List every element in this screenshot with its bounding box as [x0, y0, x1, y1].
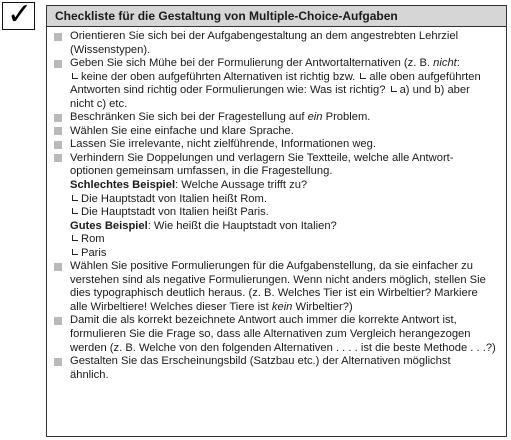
bullet-square-icon: [54, 358, 62, 366]
item-text: Gestalten Sie das Erscheinungsbild (Satzbau etc.) der Alternativen möglichst: [70, 355, 451, 368]
checkbox-icon: [72, 235, 78, 241]
bullet-square-icon: [54, 127, 62, 135]
example-option: Paris: [70, 247, 500, 261]
checkbox-icon: [72, 195, 78, 201]
item-text: Verhindern Sie Doppelungen und verlagern Sie Textteile, welche alle Antwort-: [70, 151, 454, 164]
item-text: Antworten sind richtig oder Formulierungen wie: Was ist richtig? a) und b) aber: [70, 84, 470, 97]
list-item: [53, 355, 500, 382]
item-text: formulieren Sie die Frage so, dass alle Alternativen zum Vergleich herangezogen: [70, 328, 471, 341]
item-text: Damit die als korrekt bezeichnete Antwort auch immer die korrekte Antwort ist,: [70, 314, 457, 327]
list-item: [53, 57, 500, 111]
checkbox-icon: [72, 208, 78, 214]
item-text: keine der oben aufgeführten Alternativen ist richtig bzw. alle oben aufgeführten: [70, 71, 500, 85]
item-text: optionen gemeinsam umfassen, in die Fragestellung.: [70, 165, 333, 178]
item-text: werden (z. B. Welche von den folgenden Alternativen . . . . ist die beste Methode . . .?): [70, 341, 496, 354]
item-text: (Wissenstypen).: [70, 43, 151, 56]
item-text: Lassen Sie irrelevante, nicht zielführende, Informationen weg.: [70, 138, 376, 151]
checkbox-icon: [72, 73, 78, 79]
list-item: [53, 138, 500, 152]
list-item: [53, 152, 500, 260]
item-text: Geben Sie sich Mühe bei der Formulierung der Antwortalternativen (z. B. nicht:: [70, 57, 460, 70]
checkmark-icon: ✓: [7, 0, 33, 32]
item-text: alle Wirbeltiere! Welches dieser Tiere ist kein Wirbeltier?): [70, 300, 353, 313]
example-option: Die Hauptstadt von Italien heißt Paris.: [70, 206, 500, 220]
bullet-square-icon: [54, 60, 62, 68]
item-text: Beschränken Sie sich bei der Fragestellung auf ein Problem.: [70, 111, 371, 124]
bad-example: Schlechtes Beispiel: Welche Aussage trifft zu?: [70, 179, 308, 192]
item-text: Orientieren Sie sich bei der Aufgabengestaltung an dem angestrebten Lehrziel: [70, 30, 459, 42]
bullet-square-icon: [54, 317, 62, 325]
bullet-square-icon: [54, 154, 62, 162]
bullet-square-icon: [54, 141, 62, 149]
checkbox-icon: [391, 86, 397, 92]
checkbox-icon: [360, 73, 366, 79]
bullet-square-icon: [54, 263, 62, 271]
item-text: ähnlich.: [70, 368, 109, 381]
item-text: dies typographisch deutlich heraus. (z. B. Welches Tier ist ein Wirbeltier? Markiere: [70, 287, 478, 300]
item-text: nicht c) etc.: [70, 97, 128, 110]
list-item: [53, 30, 500, 57]
bullet-square-icon: [54, 33, 62, 41]
checklist-items: [47, 27, 506, 382]
list-item: [53, 314, 500, 355]
bullet-square-icon: [54, 114, 62, 122]
item-text: Wählen Sie eine einfache und klare Sprache.: [70, 124, 294, 137]
example-option: Die Hauptstadt von Italien heißt Rom.: [70, 193, 500, 207]
item-text: verstehen sind als negative Formulierungen. Wenn nicht anders möglich, stellen Sie: [70, 273, 486, 286]
checklist-title: Checkliste für die Gestaltung von Multiple-Choice-Aufgaben: [47, 6, 506, 27]
list-item: [53, 125, 500, 139]
list-item: [53, 260, 500, 314]
item-text: Wählen Sie positive Formulierungen für die Aufgabenstellung, da sie einfacher zu: [70, 260, 473, 273]
good-example: Gutes Beispiel: Wie heißt die Hauptstadt von Italien?: [70, 219, 337, 232]
example-option: Rom: [70, 233, 500, 247]
checklist-box: [46, 5, 507, 437]
checkbox-icon: [72, 249, 78, 255]
checkmark-box: [2, 2, 35, 30]
list-item: [53, 111, 500, 125]
